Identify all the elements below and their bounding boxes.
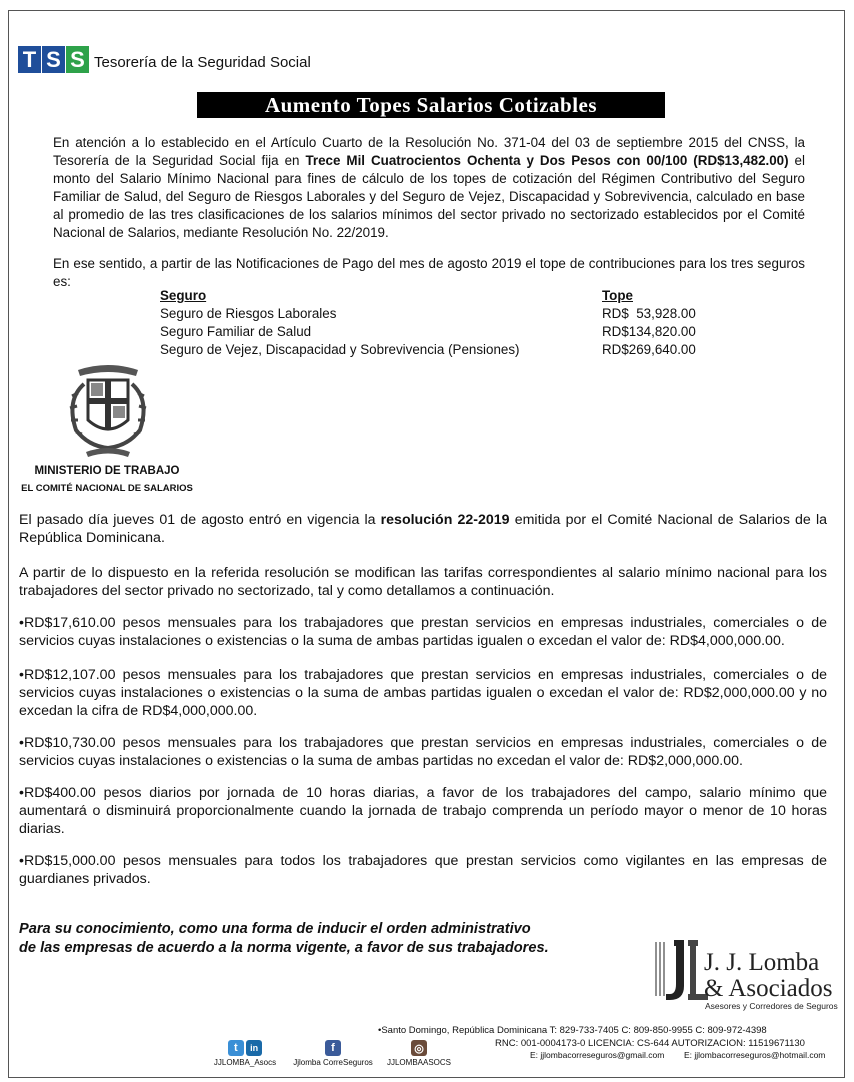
tope-cell: RD$269,640.00 xyxy=(602,342,696,357)
body-paragraph-1: El pasado día jueves 01 de agosto entró en vigencia la resolución 22-2019 emitida por el Comité Nacional de Salarios de la República Dominicana. xyxy=(19,512,827,546)
column-header-tope: Tope xyxy=(602,288,633,303)
column-header-seguro: Seguro xyxy=(160,288,207,303)
salary-bullet: •RD$12,107.00 pesos mensuales para los trabajadores que prestan servicios en empresas industriales, comerciales o de servicios cuyas instalaciones o existencias o la suma de ambas partidas igualen o excedan el valor de: RD$2,000,000.00 y no excedan la cifra de RD$4,000,000.00. xyxy=(19,667,827,719)
social-twitter-linkedin xyxy=(210,1040,280,1067)
footer-email-hotmail: E: jjlombacorreseguros@hotmail.com xyxy=(684,1050,826,1060)
lomba-company-name xyxy=(704,950,832,1002)
tss-logo-letter: S xyxy=(42,46,65,73)
footer-rnc: RNC: 001-0004173-0 LICENCIA: CS-644 AUTORIZACION: 11519671130 xyxy=(495,1038,805,1049)
twitter-icon[interactable]: t xyxy=(228,1040,244,1056)
ministry-subtitle: EL COMITÉ NACIONAL DE SALARIOS xyxy=(21,483,193,494)
salary-bullet: •RD$15,000.00 pesos mensuales para todos los trabajadores que prestan servicios como vigilantes en las empresas de guardianes privados. xyxy=(19,853,827,887)
closing-line-1: Para su conocimiento, como una forma de inducir el orden administrativo xyxy=(19,921,531,937)
lomba-name-line-1: J. J. Lomba xyxy=(704,949,820,976)
instagram-icon[interactable]: ◎ xyxy=(411,1040,427,1056)
tope-cell: RD$134,820.00 xyxy=(602,324,696,339)
tss-logo-letter: T xyxy=(18,46,41,73)
table-header-row xyxy=(157,287,699,305)
document-title: Aumento Topes Salarios Cotizables xyxy=(197,92,665,118)
tss-logo-letter: S xyxy=(66,46,89,73)
seguro-cell: Seguro Familiar de Salud xyxy=(160,324,312,339)
closing-statement xyxy=(19,920,639,958)
tss-logo xyxy=(18,46,311,73)
closing-line-2: de las empresas de acuerdo a la norma vigente, a favor de sus trabajadores. xyxy=(19,940,549,956)
social-facebook xyxy=(283,1040,383,1067)
social-label[interactable]: JJLOMBA_Asocs xyxy=(213,1058,277,1067)
tope-cell: RD$ 53,928.00 xyxy=(602,306,696,321)
table-row xyxy=(157,323,699,341)
social-label[interactable]: Jjlomba CorreSeguros xyxy=(293,1058,373,1067)
intro-paragraph-2: En ese sentido, a partir de las Notificaciones de Pago del mes de agosto 2019 el tope de contribuciones para los tres seguros es: xyxy=(53,256,805,289)
linkedin-icon[interactable]: in xyxy=(246,1040,262,1056)
ministry-title: MINISTERIO DE TRABAJO xyxy=(34,465,180,477)
body-paragraph-2: A partir de lo dispuesto en la referida resolución se modifican las tarifas correspondientes al salario mínimo nacional para los trabajadores del sector privado no sectorizado, tal y como detallamos a continuación. xyxy=(19,565,827,599)
lomba-name-line-2: & Asociados xyxy=(704,975,833,1002)
salary-bullet: •RD$10,730.00 pesos mensuales para los trabajadores que prestan servicios en empresas industriales, comerciales o de servicios cuyas instalaciones o existencias o la suma de ambas partidas no excedan el valor de: RD$2,000,000.00. xyxy=(19,735,827,769)
table-row xyxy=(157,305,699,323)
social-instagram xyxy=(379,1040,459,1067)
salary-bullet: •RD$400.00 pesos diarios por jornada de 10 horas diarias, a favor de los trabajadores del campo, salario mínimo que aumentará o disminuirá proporcionalmente cuando la jornada de trabajo comprenda un período mayor o menor de 10 horas diarias. xyxy=(19,785,827,837)
social-label[interactable]: JJLOMBAASOCS xyxy=(386,1058,451,1067)
table-row xyxy=(157,341,699,359)
facebook-icon[interactable]: f xyxy=(325,1040,341,1056)
salary-bullet: •RD$17,610.00 pesos mensuales para los trabajadores que prestan servicios en empresas industriales, comerciales o de servicios cuyas instalaciones o existencias o la suma de ambas partidas igualen o excedan el valor de: RD$4,000,000.00. xyxy=(19,615,827,649)
topes-table xyxy=(157,287,699,359)
org-name: Tesorería de la Seguridad Social xyxy=(94,54,311,71)
lomba-tagline: Asesores y Corredores de Seguros xyxy=(705,1001,838,1011)
footer-address: •Santo Domingo, República Dominicana T: 829-733-7405 C: 809-850-9955 C: 809-972-4398 xyxy=(378,1025,767,1036)
footer-email-gmail: E: jjlombacorreseguros@gmail.com xyxy=(530,1050,665,1060)
seguro-cell: Seguro de Riesgos Laborales xyxy=(160,306,337,321)
intro-paragraph-1: En atención a lo establecido en el Artículo Cuarto de la Resolución No. 371-04 del 03 de septiembre 2015 del CNSS, la Tesorería de la Seguridad Social fija en Trece Mil Cuatrocientos Ochenta y Dos Pesos con 00/100 (RD$13,482.00) el monto del Salario Mínimo Nacional para fines de cálculo de los topes de cotización del Régimen Contributivo del Seguro Familiar de Salud, del Seguro de Riesgos Laborales y del Seguro de Vejez, Discapacidad y Sobrevivencia, calculado en base al promedio de las tres clasificaciones de los salarios mínimos del sector privado no sectorizado establecidos por el Comité Nacional de Salarios, mediante Resolución No. 22/2019. xyxy=(53,135,805,240)
coat-of-arms-icon xyxy=(58,360,158,460)
seguro-cell: Seguro de Vejez, Discapacidad y Sobrevivencia (Pensiones) xyxy=(160,342,520,357)
